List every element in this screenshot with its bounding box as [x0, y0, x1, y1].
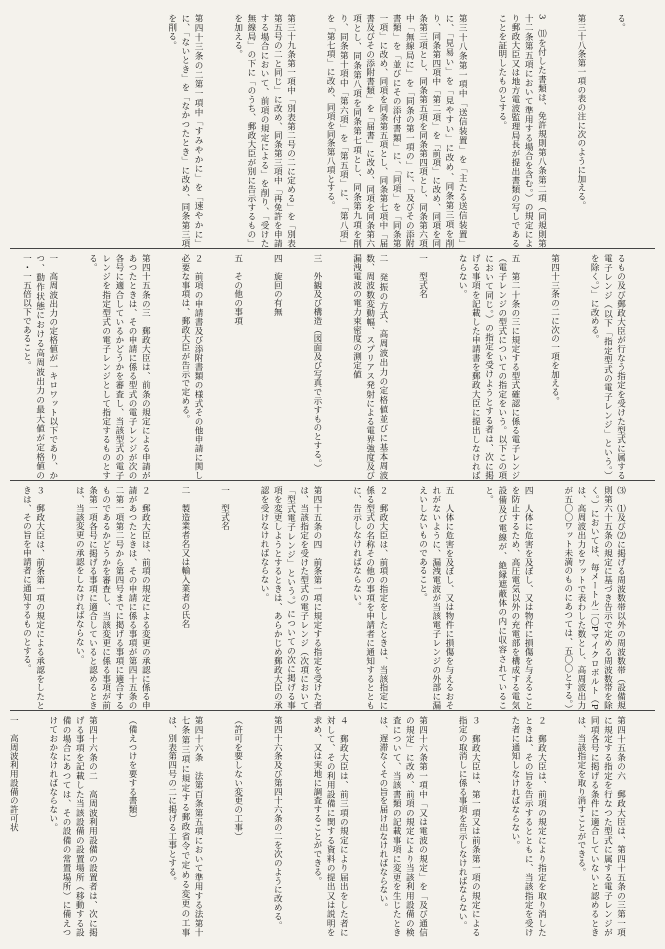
paragraph: 第三十九条第一項中「別表第二号の二に定める」を「別表第五号の二と同じ」に改め、同条第三項中「再免許を申請する場合において、前項の規定による」を削り、「受けた無線局」の下に「のうち、郵政大臣が別に告示するもの」を加える。 — [232, 14, 296, 248]
paragraph: 第四十五条の三 郵政大臣は、前条の規定による申請があつたときは、その申請に係る型式の電子レンジが次の各号に適合しているかどうかを審査し、当該型式の電子レンジを指定型式の電子レンジとして指定するものとする。 — [87, 254, 151, 480]
paragraph: 一 高周波出力の定格値が一キロワット以下であり、かつ、動作状態における高周波出力の最大値が定格値の一・一五倍以下であること。 — [21, 254, 58, 480]
paragraph: るもの及び郵政大臣が行なう指定を受けた型式に属する電子レンジ（以下「指定型式の電子レンジ」という。）を除く。）」に改める。 — [589, 254, 626, 480]
paragraph: 第四十五条の四 前条第一項に規定する指定を受けた者は、当該指定を受けた型式の電子レンジ（次項において「型式電子レンジ」という。）についての次に掲げる事項を変更しようとするときは、あらかじめ郵政大臣の承認を受けなければならない。 — [259, 486, 322, 710]
paragraph: 第四十六条第一項中「又は電波の規定」を「及び通信の規定」に改め、前項の規定により当該利用設備の検査について、当該書類の記載事項に変更を生じたときは、遅滞なくその旨を届け出なければならない。 — [377, 716, 428, 937]
paragraph: 五 人体に危害を及ぼし、又は物件に損傷を与えるおそれがないように、漏洩電波が当該電子レンジの外部に漏えいしないものであること。 — [417, 486, 454, 710]
paragraph: （備えつけを要する書類） — [127, 716, 138, 823]
paragraph: 第三十八条第一項の表の注に次のように加える。 — [575, 14, 586, 210]
paragraph: 3 ⑾を付した書類は、免許規則第八条第二項（同規則第十二条第五項において準用する場合を含む。）の規定により郵政大臣又は地方電波監理局長が提出書類の写しであることを証明したものとする。 — [496, 14, 547, 248]
tier-4-text — [10, 714, 655, 937]
paragraph: ２ 郵政大臣は、前項の規定による変更の承認に係る申請があつたときは、その申請に係る事項が第四十五条の二第一項第二号から第四号までに掲げる事項に適合するものであるかどうかを審査し、当該変更に係る事項が前条第一項各号に掲げる事項に適合していると認めるときは、当該変更の承認をしなければならない。 — [74, 486, 151, 710]
paragraph: 第四十六条 法第百条第五項において準用する法第十七条第三項に規定する郵政省令で定める変更の工事は、別表第四号の二に掲げる工事とする。 — [166, 716, 204, 937]
paragraph: ４ 郵政大臣は、前三項の規定により届出をした者に対して、その利用設備に関する資料の提出又は説明を求め、又は実地に調査することができる。 — [311, 716, 349, 937]
paragraph: ３ 郵政大臣は、第一項又は前条第一項の規定による指定の取消しに係る事項を告示しなければならない。 — [457, 716, 481, 937]
tier-3-text — [10, 484, 655, 714]
paragraph: 第四十三条の二に次の一項を加える。 — [549, 254, 560, 406]
paragraph: ２ 前項の申請書及び添附書類の様式その他申請に関し必要な事項は、郵政大臣が告示で定める。 — [179, 254, 204, 480]
text-tier-2 — [10, 252, 655, 481]
tier-1-text — [10, 12, 655, 248]
text-tier-3 — [10, 484, 655, 714]
text-tier-4 — [10, 714, 655, 937]
paragraph: 三 外観及び構造（図面及び写真で示すものとする。） — [311, 254, 322, 473]
gazette-page — [10, 12, 655, 937]
paragraph: る。 — [615, 14, 626, 32]
text-tier-1 — [10, 12, 655, 249]
paragraph: 第三十八条第一項中「送信装置」を「主たる送信装置」に、「見易い」を「見やすい」に改め、同条第三項を削り、同条第四項中「第二項」を「前項」に改め、同項を同条第三項とし、同条第五項を同条第四項とし、同条第六項中「無線局に」を「同条の第一項の」に、「及びその添附書類」を「並びにその添付書類」に、「同項」を「同条第一項」に改め、同項を同条第五項とし、同条第七項中「届書及びその添附書類」を「届書」に改め、同項を同条第六項とし、同条第八項を同条第七項とし、同条第九項を削り、同条第十項中「第六項」を「第五項」に、「第八項」を「第七項」に改め、同項を同条第八項とする。 — [325, 14, 468, 248]
paragraph: 五 その他の事項 — [232, 254, 243, 326]
paragraph: 第四十五条の六 郵政大臣は、第四十五条の三第一項に規定する指定を行なつた型式に属する電子レンジが同項各号に掲げる条件に適合していないと認めるときは、当該指定を取り消すことができる。 — [575, 716, 626, 937]
paragraph: 二 発振の方式、高周波出力の定格値並びに基本周波数、周波数変動幅、スプリアス発射による電界強度及び漏洩電波の電力束密度の測定値 — [351, 254, 388, 480]
paragraph: ⑶ ⑴及び⑵に掲げる周波数帯以外の周波数帯（設備規則第六十五条の規定に基づき告示で定める周波数帯を除く。）においては、毎メートル二〇Pマイクロボルト（Pは、高周波出力をワットで表わした数とし、高周波出力が五〇〇ワット未満のものにあつては、五〇〇とする。） — [562, 486, 626, 714]
paragraph: 二 製造業者名又は輸入業者の氏名 — [179, 486, 190, 629]
paragraph: ３ 郵政大臣は、前条第一項の規定による承認をしたときは、その旨を申請者に通知するものとする。 — [21, 486, 45, 710]
paragraph: ２ 郵政大臣は、前項の指定をしたときは、当該指定に係る型式の名称その他の事項を申請者に通知するとともに、告示しなければならない。 — [351, 486, 388, 710]
paragraph: 第四十六条及び第四十六条の二を次のように改める。 — [272, 716, 283, 930]
paragraph: 四 人体に危害を及ぼし、又は物件に損傷を与えることを防止するため、高圧電気以外の充電部を構成する電気設備及び電線が、絶縁遮蔽体の内に収容されていること。 — [483, 486, 534, 710]
paragraph: 一 型式名 — [417, 254, 428, 299]
paragraph: 一 高周波利用設備の許可状 — [8, 716, 19, 832]
paragraph: 四 旋回の有無 — [272, 254, 283, 317]
paragraph: 第四十六条の二 高周波利用設備の設置者は、次に掲げる事項を記載した当該設備の設置場所（移動する設備の場合にあつては、その設備の常置場所）に備えつけておかなければならない。 — [47, 716, 98, 937]
paragraph: ２ 郵政大臣は、前項の規定により指定を取り消したときは、その旨を告示するとともに、当該指定を受けた者に通知しなければならない。 — [509, 716, 547, 937]
paragraph: （許可を要しない変更の工事） — [232, 716, 243, 841]
tier-2-text — [10, 252, 655, 480]
paragraph: 一 型式名 — [219, 486, 230, 531]
paragraph: 第四十三条の二第一項中「すみやかに」を「速やかに」に、「ないとき」を「なかつたとき」に改め、同条第三項を削る。 — [166, 14, 204, 248]
paragraph: 五 第二十条の三に規定する型式確認に係る電子レンジ（電子レンジの型式についての指定をいう。以下この項において同じ。）の指定を受けようとする者は、次に掲げる事項を記載した申請書を郵政大臣に提出しなければならない。 — [457, 254, 520, 480]
